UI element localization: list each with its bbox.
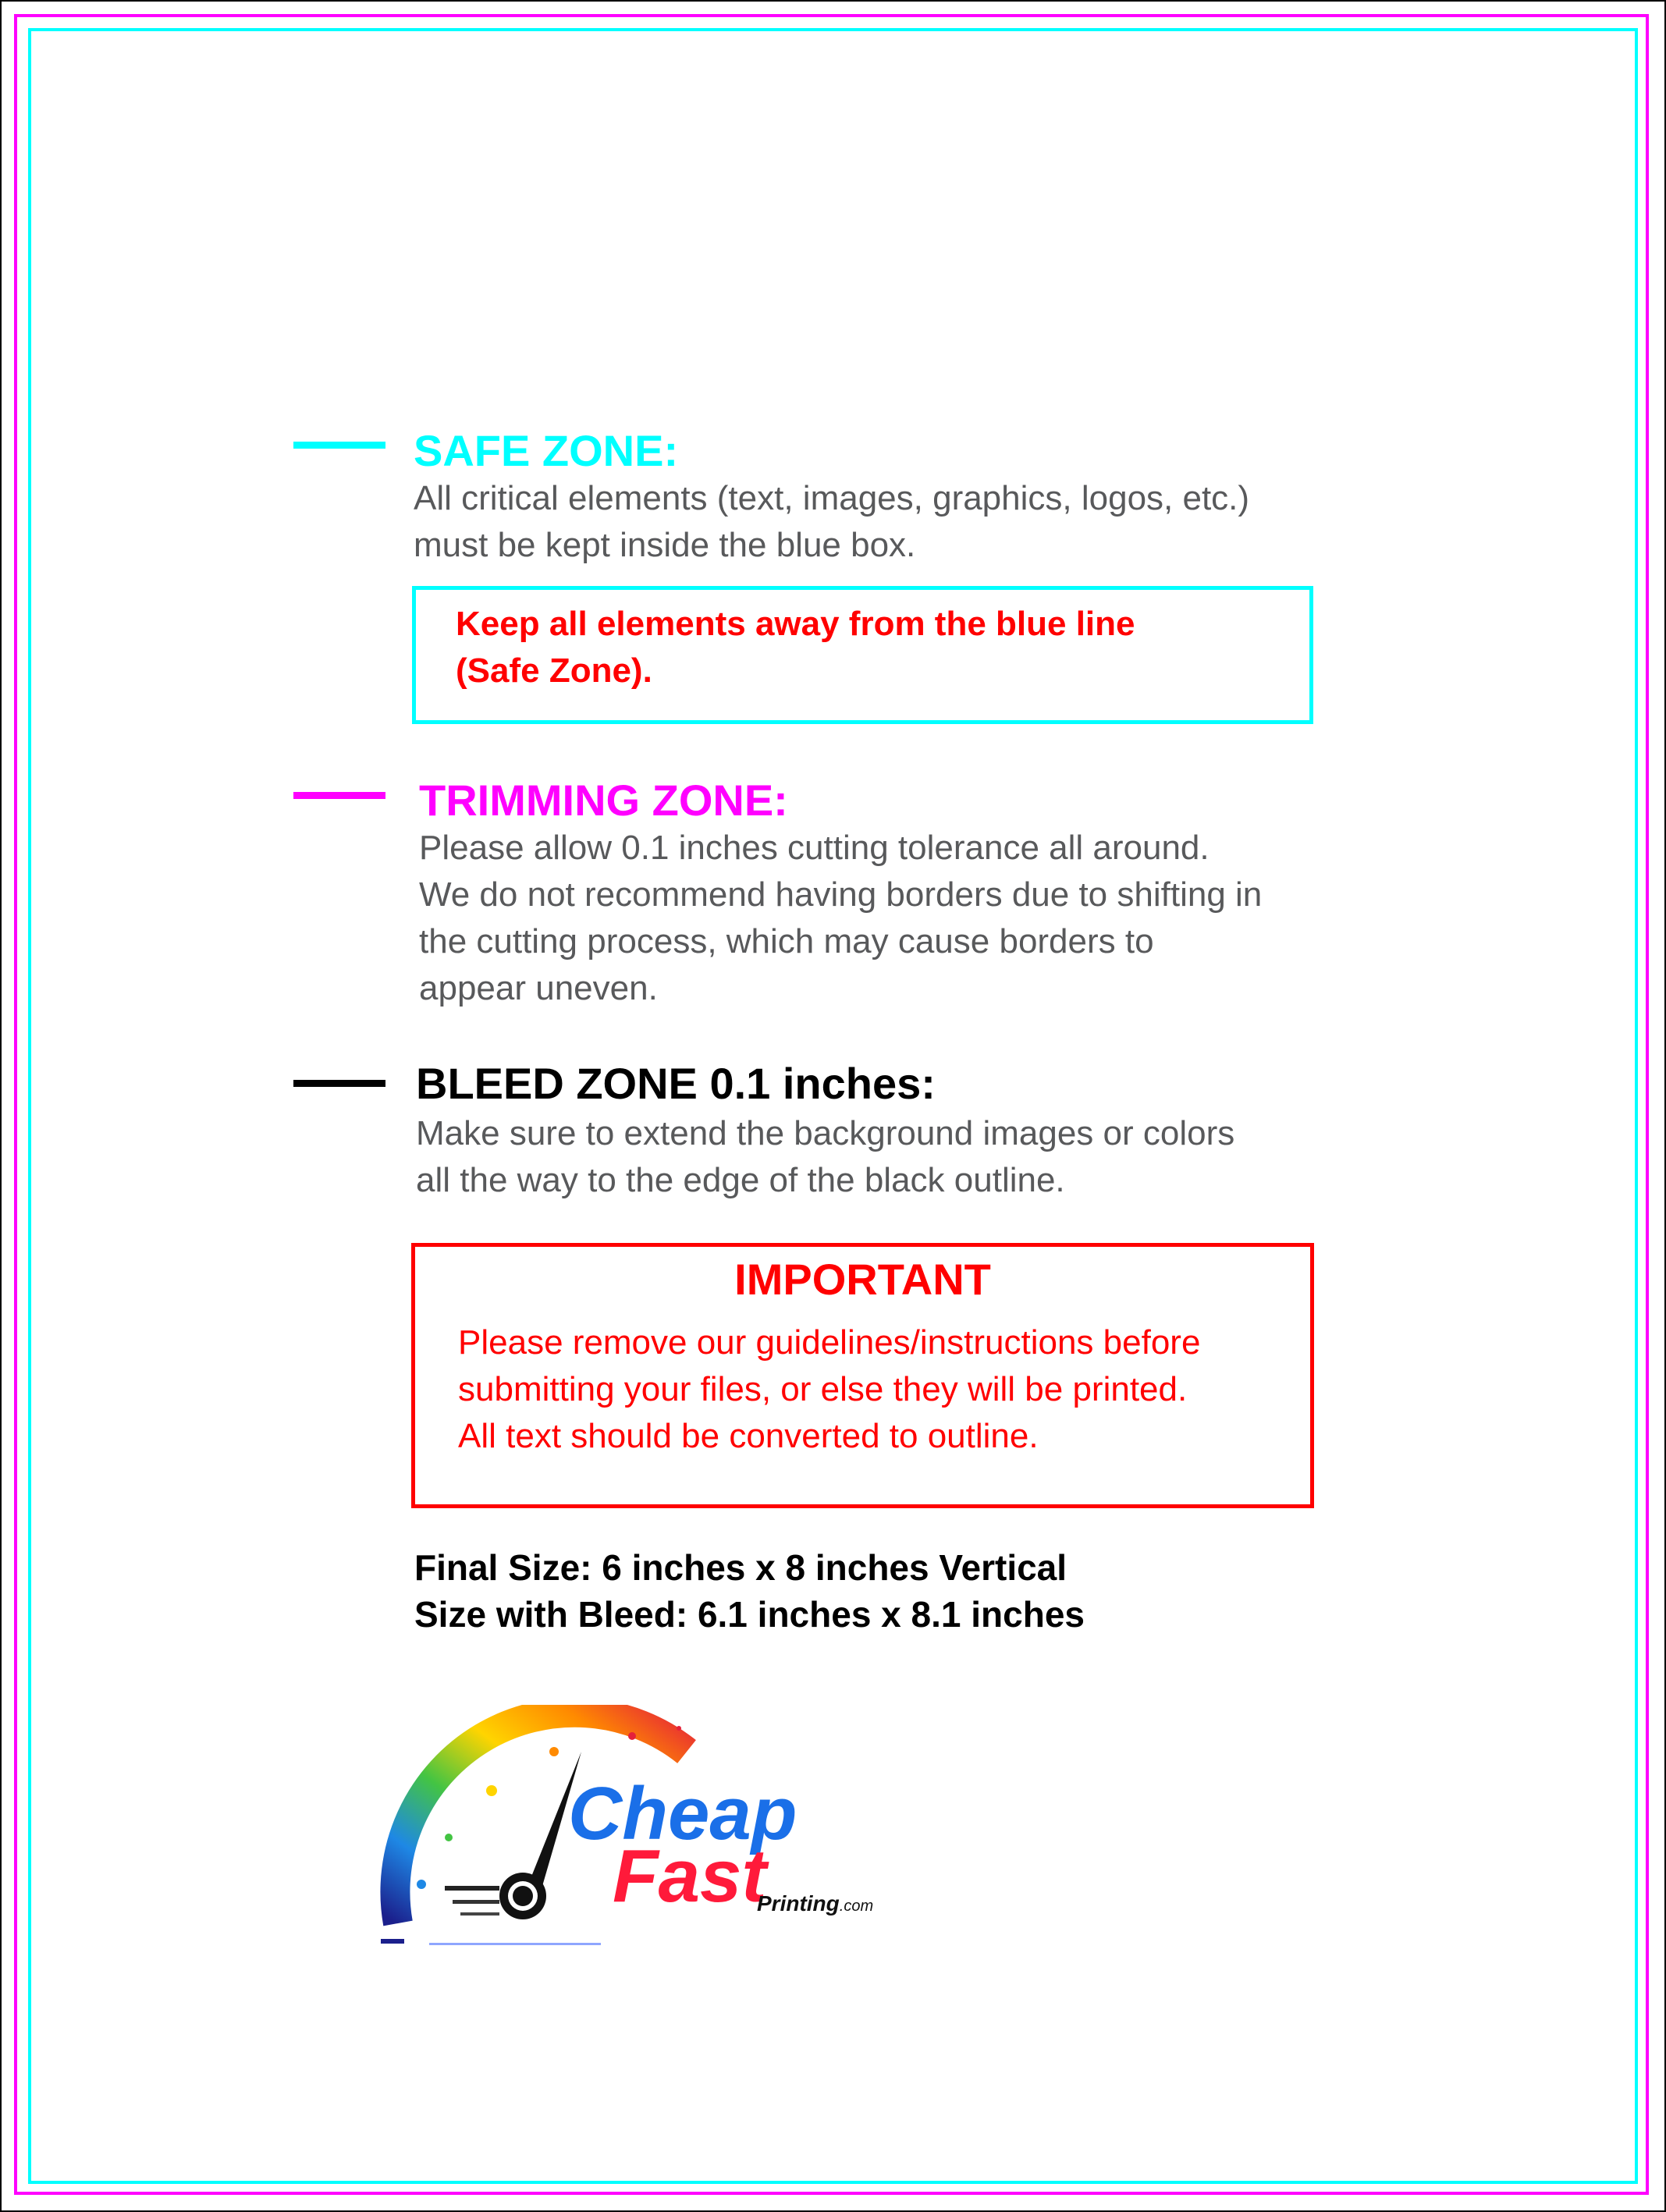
logo-printing-text: Printing xyxy=(757,1891,840,1916)
safe-zone-line-2: must be kept inside the blue box. xyxy=(414,526,916,564)
logo-dotcom-text: .com xyxy=(839,1898,874,1915)
trimming-zone-line-1: Please allow 0.1 inches cutting tolerance all around. xyxy=(419,829,1210,867)
bleed-zone-heading: BLEED ZONE 0.1 inches: xyxy=(416,1059,936,1108)
size-info xyxy=(414,1544,1085,1638)
trimming-zone-swatch xyxy=(293,792,385,799)
trimming-zone-line-2: We do not recommend having borders due to shifting in xyxy=(419,875,1263,914)
safe-zone-notice-text xyxy=(456,601,1135,694)
bleed-zone-swatch xyxy=(293,1080,385,1087)
safe-zone-heading: SAFE ZONE: xyxy=(414,426,679,475)
safe-zone-notice-line-1: Keep all elements away from the blue line xyxy=(456,605,1135,643)
trimming-zone-line-4: appear uneven. xyxy=(419,969,658,1007)
cheap-fast-printing-logo xyxy=(375,1705,921,1955)
bleed-zone-line-1: Make sure to extend the background images or colors xyxy=(416,1114,1235,1152)
important-title: IMPORTANT xyxy=(734,1255,991,1304)
important-notice-box xyxy=(411,1243,1314,1508)
logo-word-cheap: Cheap xyxy=(568,1772,797,1855)
safe-zone-notice-box xyxy=(412,586,1313,724)
safe-zone-swatch xyxy=(293,442,385,449)
safe-zone-description xyxy=(414,475,1249,569)
important-line-2: submitting your files, or else they will be printed. xyxy=(458,1370,1188,1408)
bleed-zone-description xyxy=(416,1110,1234,1204)
important-text xyxy=(458,1319,1200,1460)
logo-word-fast: Fast xyxy=(613,1834,767,1918)
safe-zone-notice-line-2: (Safe Zone). xyxy=(456,652,652,690)
safe-zone-line-1: All critical elements (text, images, graphics, logos, etc.) xyxy=(414,479,1250,517)
trimming-zone-heading: TRIMMING ZONE: xyxy=(419,776,788,825)
logo-word-printing xyxy=(757,1893,873,1915)
bleed-zone-line-2: all the way to the edge of the black outline. xyxy=(416,1161,1065,1199)
important-line-1: Please remove our guidelines/instructions before xyxy=(458,1323,1201,1362)
size-with-bleed-text: Size with Bleed: 6.1 inches x 8.1 inches xyxy=(414,1594,1085,1635)
trimming-zone-line-3: the cutting process, which may cause borders to xyxy=(419,922,1154,960)
final-size-text: Final Size: 6 inches x 8 inches Vertical xyxy=(414,1547,1067,1588)
trimming-zone-description xyxy=(419,825,1262,1012)
important-line-3: All text should be converted to outline. xyxy=(458,1417,1039,1455)
